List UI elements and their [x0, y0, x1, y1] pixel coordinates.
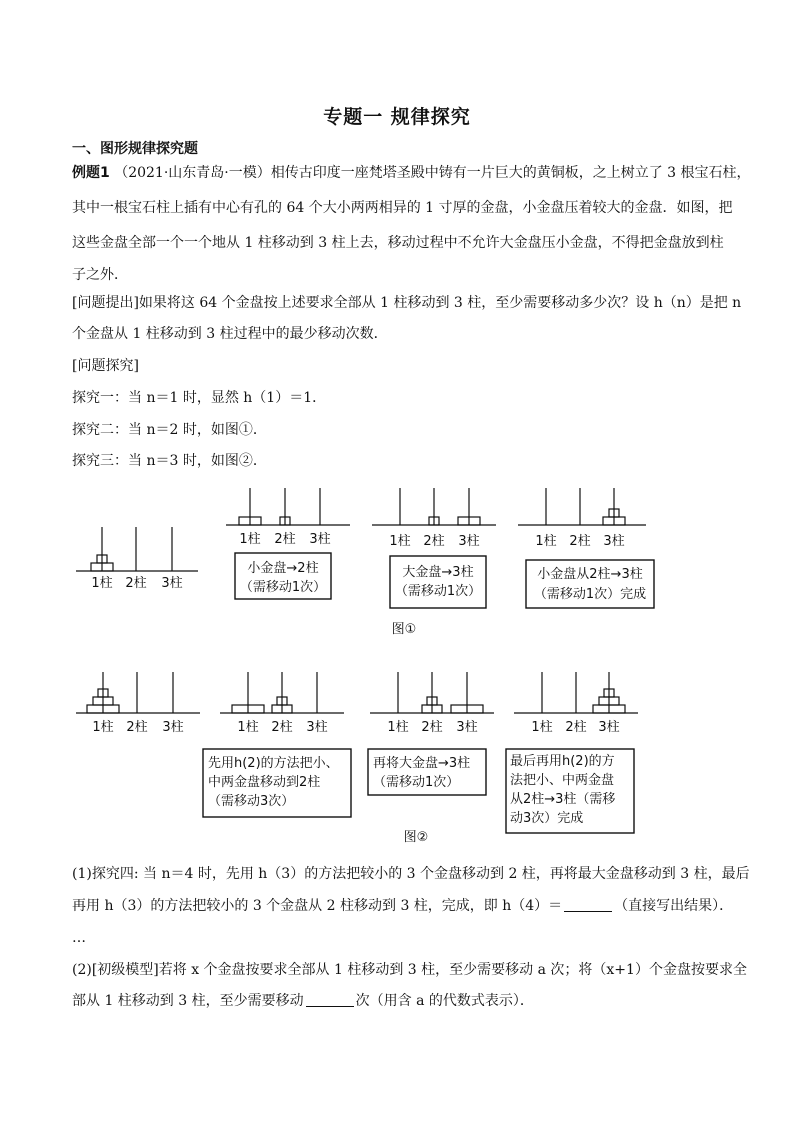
fig1-s2-peg1: 1柱 — [389, 534, 411, 549]
fig2-box1-line3: （需移动3次） — [208, 794, 295, 809]
answer-blank-1[interactable] — [564, 897, 612, 912]
fig1-s3-peg2: 2柱 — [569, 534, 591, 549]
example-line-3: 这些金盘全部一个一个地从 1 柱移动到 3 柱上去，移动过程中不允许大金盘压小金盘，不得把金盘放到柱 — [72, 235, 724, 251]
figure-2 — [60, 668, 680, 850]
fig2-s0-peg3: 3柱 — [162, 720, 184, 735]
fig1-s3-peg3: 3柱 — [603, 534, 625, 549]
fig2-s0-peg2: 2柱 — [126, 720, 148, 735]
example-label: 例题1 — [72, 165, 110, 181]
example-line-4: 子之外． — [72, 267, 128, 283]
fig2-box3-line2: 法把小、中两金盘 — [510, 773, 615, 788]
fig2-s3-peg2: 2柱 — [565, 720, 587, 735]
fig1-box2-line2: （需移动1次） — [394, 584, 482, 599]
explore-2: 探究二：当 n＝2 时，如图①． — [72, 422, 267, 438]
fig1-s1-peg2: 2柱 — [274, 532, 296, 547]
fig2-box1-line1: 先用h(2)的方法把小、 — [208, 756, 339, 771]
answer-blank-2[interactable] — [306, 992, 354, 1007]
fig2-s3-peg3: 3柱 — [598, 720, 620, 735]
fig1-caption: 图① — [391, 622, 417, 637]
fig1-box1-line2: （需移动1次） — [239, 580, 327, 595]
fig2-s0-peg1: 1柱 — [92, 720, 114, 735]
fig2-box2-line1: 再将大金盘→3柱 — [373, 756, 471, 771]
fig2-s1-peg3: 3柱 — [306, 720, 328, 735]
fig1-s2-peg2: 2柱 — [423, 534, 445, 549]
fig2-s1-peg1: 1柱 — [237, 720, 259, 735]
q2-line-1: (2)[初级模型]若将 x 个金盘按要求全部从 1 柱移动到 3 柱，至少需要移动 a 次；将（x+1）个金盘按要求全 — [72, 962, 747, 978]
fig2-s3-peg1: 1柱 — [531, 720, 553, 735]
q1-line-2: 再用 h（3）的方法把较小的 3 个金盘从 2 柱移动到 3 柱，完成，即 h（4）＝ （直接写出结果）． — [72, 898, 734, 914]
fig2-s1-peg2: 2柱 — [271, 720, 293, 735]
fig1-s3-peg1: 1柱 — [535, 534, 557, 549]
fig1-box3-line2: （需移动1次）完成 — [533, 587, 647, 602]
fig2-box1-line2: 中两金盘移动到2柱 — [208, 775, 321, 790]
fig2-box3-line1: 最后再用h(2)的方 — [510, 754, 615, 769]
ellipsis: … — [72, 930, 86, 946]
fig2-caption: 图② — [403, 830, 429, 845]
page-title: 专题一 规律探究 — [323, 106, 471, 128]
example-line-1: 例题1 （2021·山东青岛·一模）相传古印度一座梵塔圣殿中铸有一片巨大的黄铜板，之上树立了 3 根宝石柱， — [72, 165, 751, 181]
fig1-box1-line1: 小金盘→2柱 — [247, 561, 319, 576]
fig2-box2-line2: （需移动1次） — [373, 775, 460, 790]
fig2-s2-peg2: 2柱 — [421, 720, 443, 735]
q1-line-1: (1)探究四: 当 n＝4 时，先用 h（3）的方法把较小的 3 个金盘移动到 2 柱，再将最大金盘移动到 3 柱，最后 — [72, 866, 750, 882]
fig1-s0-peg2: 2柱 — [125, 576, 147, 591]
example-source: （2021·山东青岛·一模） — [114, 165, 271, 181]
figure-1 — [60, 484, 680, 644]
fig2-s2-peg3: 3柱 — [456, 720, 478, 735]
question-line-1: [问题提出]如果将这 64 个金盘按上述要求全部从 1 柱移动到 3 柱，至少需要移动多少次？设 h（n）是把 n — [72, 295, 742, 311]
fig1-s1-peg3: 3柱 — [309, 532, 331, 547]
fig1-s0-peg1: 1柱 — [91, 576, 113, 591]
fig2-box3-line3: 从2柱→3柱（需移 — [510, 792, 616, 807]
question-line-2: 个金盘从 1 柱移动到 3 柱过程中的最少移动次数． — [72, 326, 388, 342]
explore-1: 探究一：当 n＝1 时，显然 h（1）＝1． — [72, 390, 327, 406]
fig2-box3-line4: 动3次）完成 — [510, 811, 584, 826]
explore-3: 探究三：当 n＝3 时，如图②． — [72, 453, 267, 469]
example-line-2: 其中一根宝石柱上插有中心有孔的 64 个大小两两相异的 1 寸厚的金盘，小金盘压着较大的金盘．如图，把 — [72, 200, 733, 216]
explore-heading: [问题探究] — [72, 358, 139, 374]
fig1-s0-peg3: 3柱 — [161, 576, 183, 591]
section-heading: 一、图形规律探究题 — [72, 141, 198, 157]
fig1-box3-line1: 小金盘从2柱→3柱 — [537, 567, 643, 582]
q2-line-2: 部从 1 柱移动到 3 柱，至少需要移动 次（用含 a 的代数式表示）． — [72, 993, 534, 1009]
fig1-s2-peg3: 3柱 — [458, 534, 480, 549]
fig1-box2-line1: 大金盘→3柱 — [402, 565, 474, 580]
fig2-s2-peg1: 1柱 — [387, 720, 409, 735]
fig1-s1-peg1: 1柱 — [239, 532, 261, 547]
